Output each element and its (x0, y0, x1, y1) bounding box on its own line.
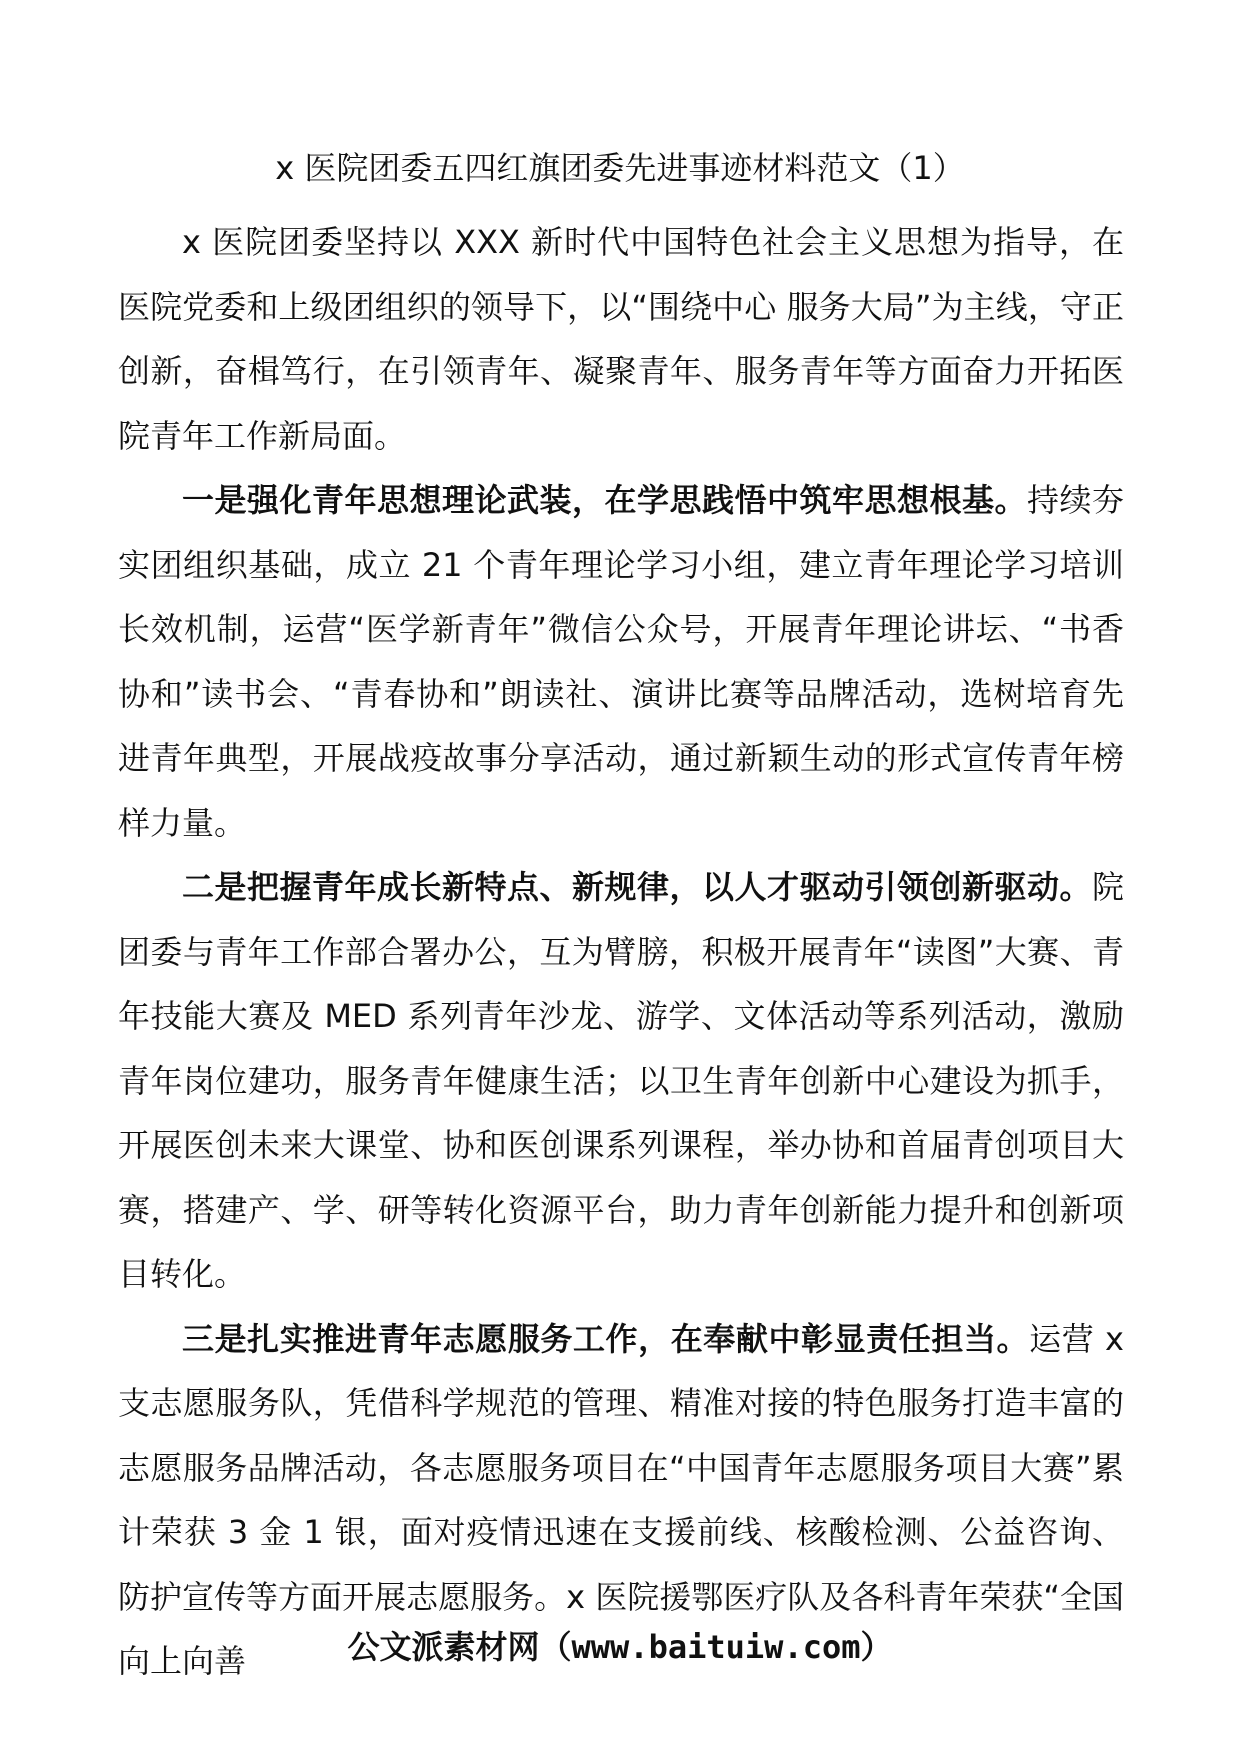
paragraph-text: x 医院团委坚持以 XXX 新时代中国特色社会主义思想为指导，在医院党委和上级团组织的领导下，以“围绕中心 服务大局”为主线，守正创新，奋楫笃行，在引领青年、凝聚青年、服务青年等方面奋力开拓医院青年工作新局面。 (118, 223, 1124, 455)
paragraph-text: 院团委与青年工作部合署办公，互为臂膀，积极开展青年“读图”大赛、青年技能大赛及 MED 系列青年沙龙、游学、文体活动等系列活动，激励青年岗位建功，服务青年健康生活；以卫生青年创新中心建设为抓手，开展医创未来大课堂、协和医创课系列课程，举办协和首届青创项目大赛，搭建产、学、研等转化资源平台，助力青年创新能力提升和创新项目转化。 (118, 868, 1124, 1293)
footer-site-name: 公文派素材网 (347, 1628, 540, 1666)
paragraph-text: 持续夯实团组织基础，成立 21 个青年理论学习小组，建立青年理论学习培训长效机制，运营“医学新青年”微信公众号，开展青年理论讲坛、“书香协和”读书会、“青春协和”朗读社、演讲比赛等品牌活动，选树培育先进青年典型，开展战疫故事分享活动，通过新颖生动的形式宣传青年榜样力量。 (118, 481, 1124, 842)
paragraph-lead: 一是强化青年思想理论武装，在学思践悟中筑牢思想根基。 (182, 481, 1027, 519)
paragraph-point-2 (118, 855, 1124, 1307)
footer-url: www.baituiw.com (571, 1628, 861, 1666)
footer-url-close: ） (860, 1628, 893, 1666)
paragraph-point-1 (118, 468, 1124, 855)
document-body (118, 210, 1124, 1694)
paragraph-intro (118, 210, 1124, 468)
paragraph-text: 运营 x 支志愿服务队，凭借科学规范的管理、精准对接的特色服务打造丰富的志愿服务品牌活动，各志愿服务项目在“中国青年志愿服务项目大赛”累计荣获 3 金 1 银，面对疫情迅速在支援前线、核酸检测、公益咨询、防护宣传等方面开展志愿服务。x 医院援鄂医疗队及各科青年荣获“全国向上向善 (118, 1319, 1124, 1680)
footer-watermark (0, 1625, 1240, 1669)
document-title: x 医院团委五四红旗团委先进事迹材料范文（1） (275, 149, 965, 187)
paragraph-lead: 二是把握青年成长新特点、新规律，以人才驱动引领创新驱动。 (182, 868, 1092, 906)
paragraph-lead: 三是扎实推进青年志愿服务工作，在奉献中彰显责任担当。 (182, 1319, 1030, 1358)
footer-url-open: （ (539, 1628, 572, 1666)
